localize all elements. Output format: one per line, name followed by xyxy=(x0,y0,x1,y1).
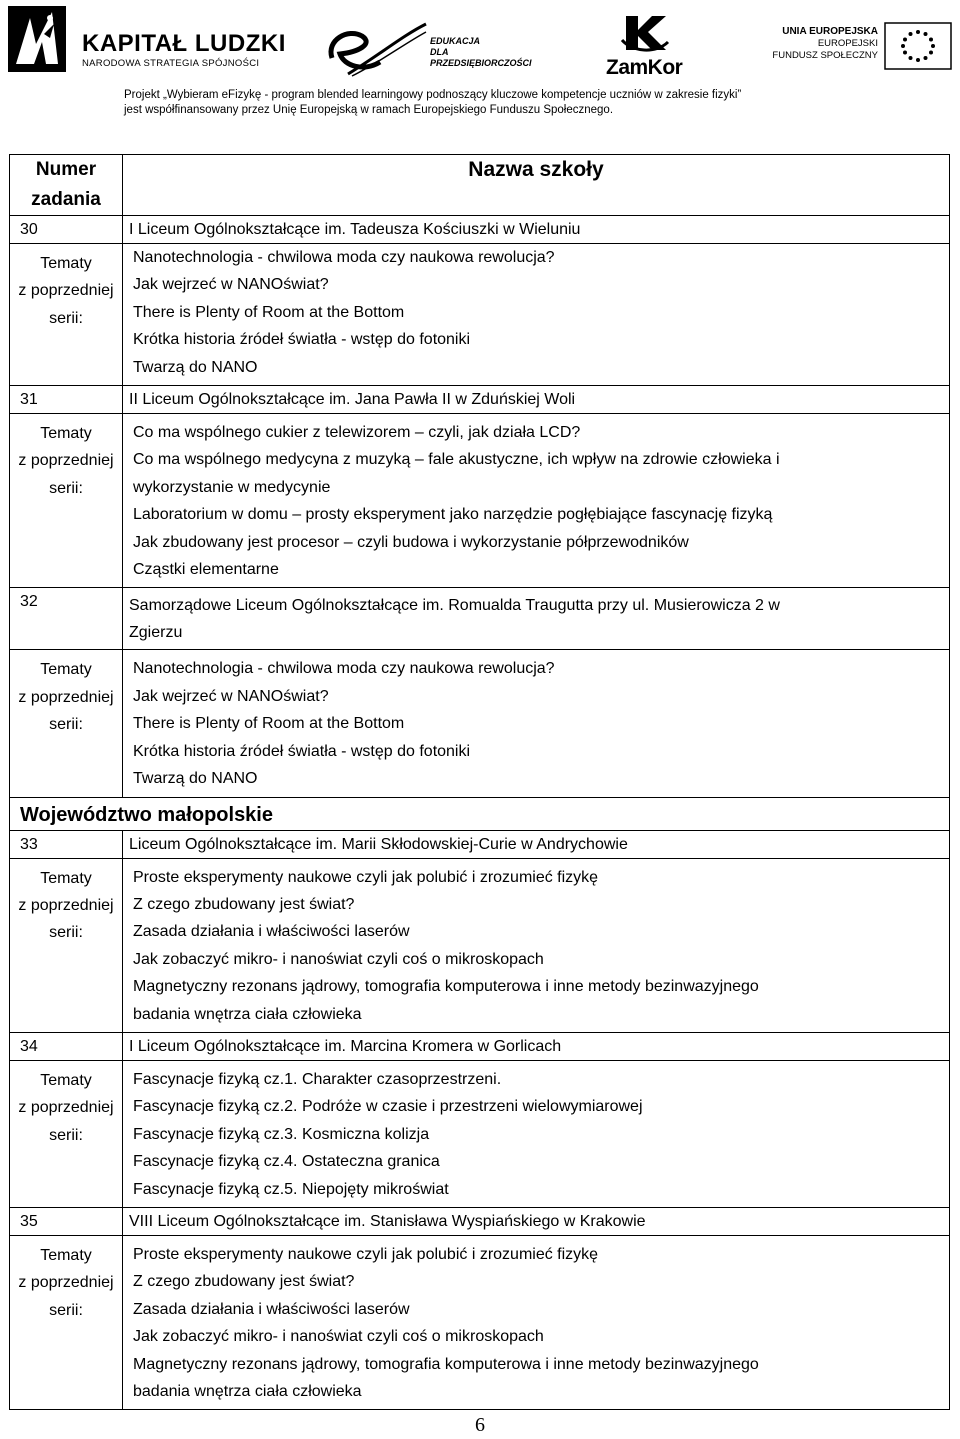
topic-item: badania wnętrza ciała człowieka xyxy=(133,1005,362,1023)
region-heading: Województwo małopolskie xyxy=(10,797,950,830)
table-row xyxy=(10,588,950,650)
topic-item: Fascynacje fizyką cz.2. Podróże w czasie i przestrzeni wielowymiarowej xyxy=(133,1098,643,1116)
zamkor-k-icon xyxy=(618,12,670,54)
kapital-ludzki-logo xyxy=(6,4,286,74)
label-line: z poprzedniej xyxy=(18,1274,114,1292)
topic-item: Krótka historia źródeł światła - wstęp do fotoniki xyxy=(133,742,471,760)
project-description xyxy=(124,88,944,118)
task-number: 34 xyxy=(10,1032,123,1060)
topics-label xyxy=(10,1060,123,1207)
label-line: Tematy xyxy=(40,255,92,272)
label-line: Tematy xyxy=(40,1246,92,1264)
eu-text xyxy=(760,26,878,62)
school-name: I Liceum Ogólnokształcące im. Tadeusza Kościuszki w Wieluniu xyxy=(123,216,950,244)
page-header xyxy=(0,0,960,125)
topic-item: Jak zbudowany jest procesor – czyli budowa i wykorzystanie półprzewodników xyxy=(133,533,689,551)
project-line: jest współfinansowany przez Unię Europejską w ramach Europejskiego Funduszu Społecznego. xyxy=(124,104,614,116)
task-number: 33 xyxy=(10,830,123,858)
kapital-ludzki-emblem-icon xyxy=(6,4,68,74)
label-line: serii: xyxy=(49,924,83,942)
topic-item: Jak wejrzeć w NANOświat? xyxy=(133,276,329,294)
kapital-ludzki-title: KAPITAŁ LUDZKI xyxy=(82,30,286,57)
label-line: serii: xyxy=(49,1301,83,1319)
eu-line: FUNDUSZ SPOŁECZNY xyxy=(772,50,878,61)
school-name: VIII Liceum Ogólnokształcące im. Stanisława Wyspiańskiego w Krakowie xyxy=(123,1207,950,1235)
topic-item: Fascynacje fizyką cz.3. Kosmiczna kolizja xyxy=(133,1125,430,1143)
topics-label xyxy=(10,858,123,1032)
topics-label xyxy=(10,650,123,797)
topic-item: Co ma wspólnego medycyna z muzyką – fale akustyczne, ich wpływ na zdrowie człowieka i xyxy=(133,451,780,469)
table-row xyxy=(10,830,950,858)
zamkor-name: ZamKor xyxy=(606,56,683,79)
project-line: Projekt „Wybieram eFizykę - program blended learningowy podnoszący kluczowe kompetencje uczniów w zakresie fizyki” xyxy=(124,89,742,101)
topic-item: badania wnętrza ciała człowieka xyxy=(133,1383,362,1400)
topic-item: Nanotechnologia - chwilowa moda czy naukowa rewolucja? xyxy=(133,660,555,678)
label-line: serii: xyxy=(49,716,83,734)
label-line: z poprzedniej xyxy=(18,282,114,300)
topic-item: Fascynacje fizyką cz.4. Ostateczna granica xyxy=(133,1153,440,1171)
topic-item: Magnetyczny rezonans jądrowy, tomografia komputerowa i inne metody bezinwazyjnego xyxy=(133,978,759,996)
topic-item: Proste eksperymenty naukowe czyli jak polubić i zrozumieć fizykę xyxy=(133,1245,599,1263)
topics-list xyxy=(123,1235,950,1409)
task-number: 30 xyxy=(10,216,123,244)
edukacja-line: EDUKACJA xyxy=(430,36,481,46)
topic-item: wykorzystanie w medycynie xyxy=(133,478,331,496)
label-line: z poprzedniej xyxy=(18,452,114,470)
label-line: serii: xyxy=(49,1126,83,1144)
task-number: 35 xyxy=(10,1207,123,1235)
school-name: II Liceum Ogólnokształcące im. Jana Pawła II w Zduńskiej Woli xyxy=(123,386,950,414)
school-name-line: Samorządowe Liceum Ogólnokształcące im. Romualda Traugutta przy ul. Musierowicza 2 w xyxy=(129,597,780,615)
topic-item: Magnetyczny rezonans jądrowy, tomografia komputerowa i inne metody bezinwazyjnego xyxy=(133,1355,759,1373)
topics-row xyxy=(10,244,950,386)
edukacja-e-icon xyxy=(318,18,428,78)
page-number: 6 xyxy=(475,1414,485,1436)
label-line: Tematy xyxy=(40,661,92,679)
topics-list xyxy=(123,244,950,386)
table-row xyxy=(10,1032,950,1060)
zamkor-logo xyxy=(604,12,684,78)
label-line: Tematy xyxy=(40,1071,92,1089)
topic-item: Z czego zbudowany jest świat? xyxy=(133,895,355,913)
label-line: z poprzedniej xyxy=(18,688,114,706)
school-name xyxy=(123,588,950,650)
eu-line: UNIA EUROPEJSKA xyxy=(782,26,878,37)
header-task-number xyxy=(10,155,123,216)
topics-label xyxy=(10,1235,123,1409)
topic-item: Fascynacje fizyką cz.1. Charakter czasoprzestrzeni. xyxy=(133,1070,502,1088)
topic-item: Jak zobaczyć mikro- i nanoświat czyli coś o mikroskopach xyxy=(133,950,544,968)
table-row xyxy=(10,386,950,414)
table-header-row xyxy=(10,155,950,216)
label-line: serii: xyxy=(49,479,83,497)
topics-list xyxy=(123,650,950,797)
label-line: z poprzedniej xyxy=(18,1099,114,1117)
topics-list xyxy=(123,1060,950,1207)
table-row xyxy=(10,216,950,244)
topic-item: Proste eksperymenty naukowe czyli jak polubić i zrozumieć fizykę xyxy=(133,868,599,886)
topic-item: Jak wejrzeć w NANOświat? xyxy=(133,687,329,705)
topics-row xyxy=(10,1235,950,1409)
school-name: I Liceum Ogólnokształcące im. Marcina Kromera w Gorlicach xyxy=(123,1032,950,1060)
eu-logo xyxy=(760,22,956,72)
topic-item: Z czego zbudowany jest świat? xyxy=(133,1273,355,1291)
topic-item: Co ma wspólnego cukier z telewizorem – czyli, jak działa LCD? xyxy=(133,424,581,442)
topic-item: Twarzą do NANO xyxy=(133,770,258,788)
topic-item: Fascynacje fizyką cz.5. Niepojęty mikroświat xyxy=(133,1180,449,1198)
topic-item: There is Plenty of Room at the Bottom xyxy=(133,715,405,733)
label-line: Tematy xyxy=(40,425,92,443)
topic-item: Zasada działania i właściwości laserów xyxy=(133,923,410,941)
header-school-name: Nazwa szkoły xyxy=(123,155,950,216)
task-number: 32 xyxy=(10,588,123,650)
topics-list xyxy=(123,858,950,1032)
topic-item: Nanotechnologia - chwilowa moda czy naukowa rewolucja? xyxy=(133,249,555,266)
topic-item: Twarzą do NANO xyxy=(133,358,258,376)
topic-item: Cząstki elementarne xyxy=(133,561,279,579)
label-line: z poprzedniej xyxy=(18,896,114,914)
topics-row xyxy=(10,858,950,1032)
topic-item: There is Plenty of Room at the Bottom xyxy=(133,303,405,321)
region-row xyxy=(10,797,950,830)
school-name: Liceum Ogólnokształcące im. Marii Skłodowskiej-Curie w Andrychowie xyxy=(123,830,950,858)
edukacja-line: DLA xyxy=(430,47,449,57)
topics-row xyxy=(10,414,950,588)
label-line: serii: xyxy=(49,309,83,327)
edukacja-text xyxy=(430,36,532,69)
topics-label xyxy=(10,244,123,386)
header-num-line: zadania xyxy=(31,189,101,210)
topics-label xyxy=(10,414,123,588)
task-number: 31 xyxy=(10,386,123,414)
school-name-line: Zgierzu xyxy=(129,624,183,642)
topic-item: Laboratorium w domu – prosty eksperyment jako narzędzie pogłębiające fascynację fizyką xyxy=(133,506,773,524)
schools-table xyxy=(9,154,950,1410)
eu-flag-icon xyxy=(884,22,952,70)
topic-item: Jak zobaczyć mikro- i nanoświat czyli coś o mikroskopach xyxy=(133,1328,544,1346)
topic-item: Krótka historia źródeł światła - wstęp do fotoniki xyxy=(133,331,471,349)
kapital-ludzki-subtitle: NARODOWA STRATEGIA SPÓJNOŚCI xyxy=(82,58,260,69)
topics-row xyxy=(10,1060,950,1207)
edukacja-line: PRZEDSIĘBIORCZOŚCI xyxy=(430,58,532,68)
topic-item: Zasada działania i właściwości laserów xyxy=(133,1300,410,1318)
edukacja-logo xyxy=(318,18,538,78)
topics-list xyxy=(123,414,950,588)
table-row xyxy=(10,1207,950,1235)
header-num-line: Numer xyxy=(35,159,97,180)
eu-line: EUROPEJSKI xyxy=(817,38,878,49)
topics-row xyxy=(10,650,950,797)
label-line: Tematy xyxy=(40,869,92,887)
